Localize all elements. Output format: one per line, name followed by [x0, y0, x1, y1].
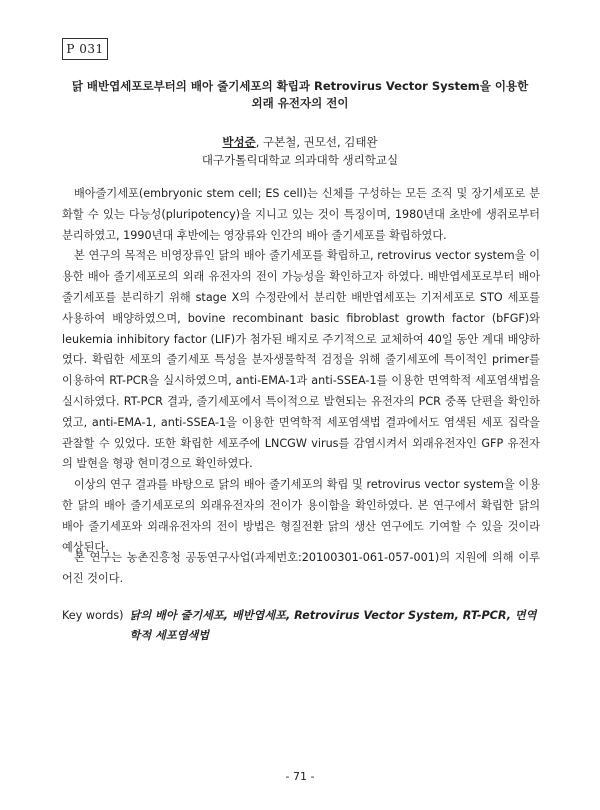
abstract-paragraph-2: 본 연구의 목적은 비영장류인 닭의 배아 줄기세포를 확립하고, retrovirus vector system을 이용한 배아 줄기세포로의 외래 유전자의 전이 가능성을 확인하고자 하였다. 배반엽세포로부터 배아 줄기세포를 분리하기 위해 stage X의 수정란에서 분리한 배반엽세포는 기저세포로 STO 세포를 사용하여 배양하였으며, bovine recombinant basic fibroblast growth factor (bFGF)와 leukemia inhibitory factor (LIF)가 첨가된 배지로 주기적으로 교체하여 40일 동안 계대 배양하였다. 확립한 세포의 줄기세포 특성을 분자생물학적 검정을 위해 줄기세포에 특이적인 primer를 이용하여 RT-PCR을 실시하였으며, anti-EMA-1과 anti-SSEA-1를 이용한 면역학적 세포염색법을 실시하였다. RT-PCR 결과, 줄기세포에서 특이적으로 발현되는 유전자의 PCR 중폭 단편을 확인하였고, anti-EMA-1, anti-SSEA-1을 이용한 면역학적 세포염색법 결과에서도 염색된 세포 집락을 관찰할 수 있었다. 또한 확립한 세포주에 LNCGW virus를 감염시켜서 외래유전자인 GFP 유전자의 발현을 형광 현미경으로 확인하였다. [62, 249, 540, 471]
title-line-1: 닭 배반엽세포로부터의 배아 줄기세포의 확립과 Retrovirus Vector System을 이용한 [71, 79, 529, 93]
abstract-code: P 031 [66, 42, 104, 56]
abstract-paragraph-3: 이상의 연구 결과를 바탕으로 닭의 배아 줄기세포의 확립 및 retrovirus vector system을 이용한 닭의 배아 줄기세포로의 외래유전자의 전이가 용이함을 확인하였다. 본 연구에서 확립한 닭의 배아 줄기세포와 외래유전자의 전이 방법은 형질전환 닭의 생산 연구에도 기여할 수 있을 것이라 예상된다. [62, 478, 540, 554]
acknowledgement [62, 548, 540, 590]
title-line-2: 외래 유전자의 전이 [251, 96, 349, 110]
acknowledgement-text: 본 연구는 농촌진흥청 공동연구사업(과제번호:20100301-061-057-001)의 지원에 의해 이루어진 것이다. [62, 551, 540, 585]
page-number: - 71 - [285, 770, 315, 783]
keywords-label: Key words) [62, 609, 124, 622]
co-authors: , 구본철, 권모선, 김태완 [255, 135, 378, 149]
abstract-code-box [62, 38, 108, 60]
presenting-author: 박성준 [222, 135, 256, 149]
abstract-body [62, 184, 540, 558]
keywords-section [62, 606, 542, 646]
paper-title [40, 78, 560, 112]
abstract-paragraph-1: 배아줄기세포(embryonic stem cell; ES cell)는 신체를 구성하는 모든 조직 및 장기세포로 분화할 수 있는 다능성(pluripotency)을 지니고 있는 것이 특징이며, 1980년대 초반에 생쥐로부터 분리하였고, 1990년대 후반에는 영장류와 인간의 배아 줄기세포를 확립하였다. [62, 187, 540, 242]
affiliation: 대구가톨릭대학교 의과대학 생리학교실 [201, 153, 399, 167]
author-list [40, 134, 560, 151]
keywords-text: 닭의 배아 줄기세포, 배반엽세포, Retrovirus Vector System, RT-PCR, 면역학적 세포염색법 [129, 609, 537, 642]
